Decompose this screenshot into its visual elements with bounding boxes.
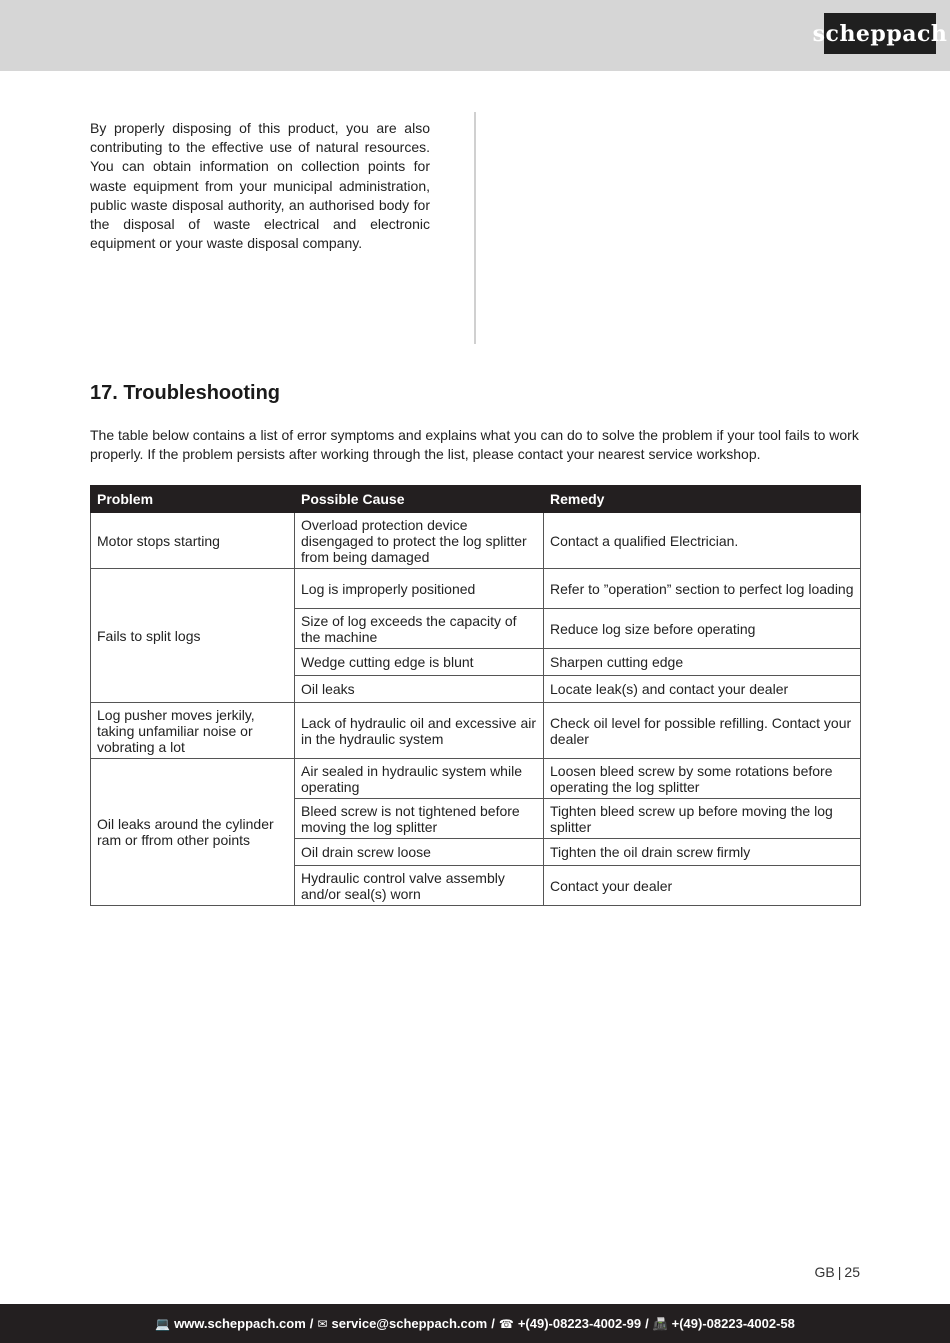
phone-icon: ☎ [498, 1316, 514, 1331]
phone-number: +(49)-08223-4002-99 [517, 1316, 642, 1331]
table-row [91, 703, 861, 759]
email-link[interactable]: service@scheppach.com [331, 1316, 488, 1331]
fax-icon: 📠 [652, 1316, 668, 1331]
cause-cell: Air sealed in hydraulic system while operating [295, 759, 544, 799]
remedy-cell: Contact a qualified Electrician. [544, 513, 861, 569]
table-row [91, 569, 861, 609]
remedy-cell: Tighten the oil drain screw firmly [544, 839, 861, 866]
cause-cell: Overload protection device disengaged to protect the log splitter from being damaged [295, 513, 544, 569]
language-code: GB [814, 1264, 835, 1280]
footer-separator: / [309, 1316, 314, 1331]
cause-cell: Wedge cutting edge is blunt [295, 649, 544, 676]
problem-cell: Motor stops starting [91, 513, 295, 569]
remedy-cell: Contact your dealer [544, 866, 861, 906]
fax-number: +(49)-08223-4002-58 [671, 1316, 795, 1331]
remedy-cell: Loosen bleed screw by some rotations before operating the log splitter [544, 759, 861, 799]
cause-cell: Oil drain screw loose [295, 839, 544, 866]
disposal-paragraph: By properly disposing of this product, you are also contributing to the effective use of natural resources. You can obtain information on collection points for waste equipment from your municipal administration, public waste disposal authority, an authorised body for the disposal of waste electrical and electronic equipment or your waste disposal company. [90, 120, 430, 252]
page-value: 25 [844, 1264, 860, 1280]
remedy-cell: Sharpen cutting edge [544, 649, 861, 676]
cause-cell: Lack of hydraulic oil and excessive air in the hydraulic system [295, 703, 544, 759]
problem-cell: Log pusher moves jerkily, taking unfamiliar noise or vobrating a lot [91, 703, 295, 759]
header-remedy: Remedy [544, 486, 861, 513]
cause-cell: Size of log exceeds the capacity of the machine [295, 609, 544, 649]
problem-cell: Oil leaks around the cylinder ram or ffrom other points [91, 759, 295, 906]
cause-cell: Log is improperly positioned [295, 569, 544, 609]
footer-separator: / [491, 1316, 495, 1331]
table-header-row [91, 486, 861, 513]
page-number [815, 1264, 860, 1280]
remedy-cell: Locate leak(s) and contact your dealer [544, 676, 861, 703]
cause-cell: Oil leaks [295, 676, 544, 703]
footer-separator: / [645, 1316, 649, 1331]
header-possible-cause: Possible Cause [295, 486, 544, 513]
remedy-cell: Check oil level for possible refilling. Contact your dealer [544, 703, 861, 759]
troubleshooting-table [90, 485, 861, 906]
cause-cell: Hydraulic control valve assembly and/or seal(s) worn [295, 866, 544, 906]
footer-contact-bar [0, 1304, 950, 1343]
header-band [0, 0, 950, 71]
page-separator: | [837, 1264, 842, 1280]
computer-icon: 💻 [155, 1316, 171, 1331]
table-row [91, 513, 861, 569]
section-intro: The table below contains a list of error symptoms and explains what you can do to solve the problem if your tool fails to work properly. If the problem persists after working through the list, please contact your nearest service workshop. [90, 427, 859, 463]
cause-cell: Bleed screw is not tightened before moving the log splitter [295, 799, 544, 839]
remedy-cell: Reduce log size before operating [544, 609, 861, 649]
website-link[interactable]: www.scheppach.com [174, 1316, 306, 1331]
email-icon: ✉ [317, 1316, 328, 1331]
logo-text: scheppach [812, 20, 948, 47]
remedy-cell: Tighten bleed screw up before moving the log splitter [544, 799, 861, 839]
table-row [91, 759, 861, 799]
remedy-cell: Refer to ”operation” section to perfect log loading [544, 569, 861, 609]
column-divider [474, 112, 476, 344]
header-problem: Problem [91, 486, 295, 513]
scheppach-logo [812, 13, 948, 54]
section-title: 17. Troubleshooting [90, 382, 281, 404]
problem-cell: Fails to split logs [91, 569, 295, 703]
